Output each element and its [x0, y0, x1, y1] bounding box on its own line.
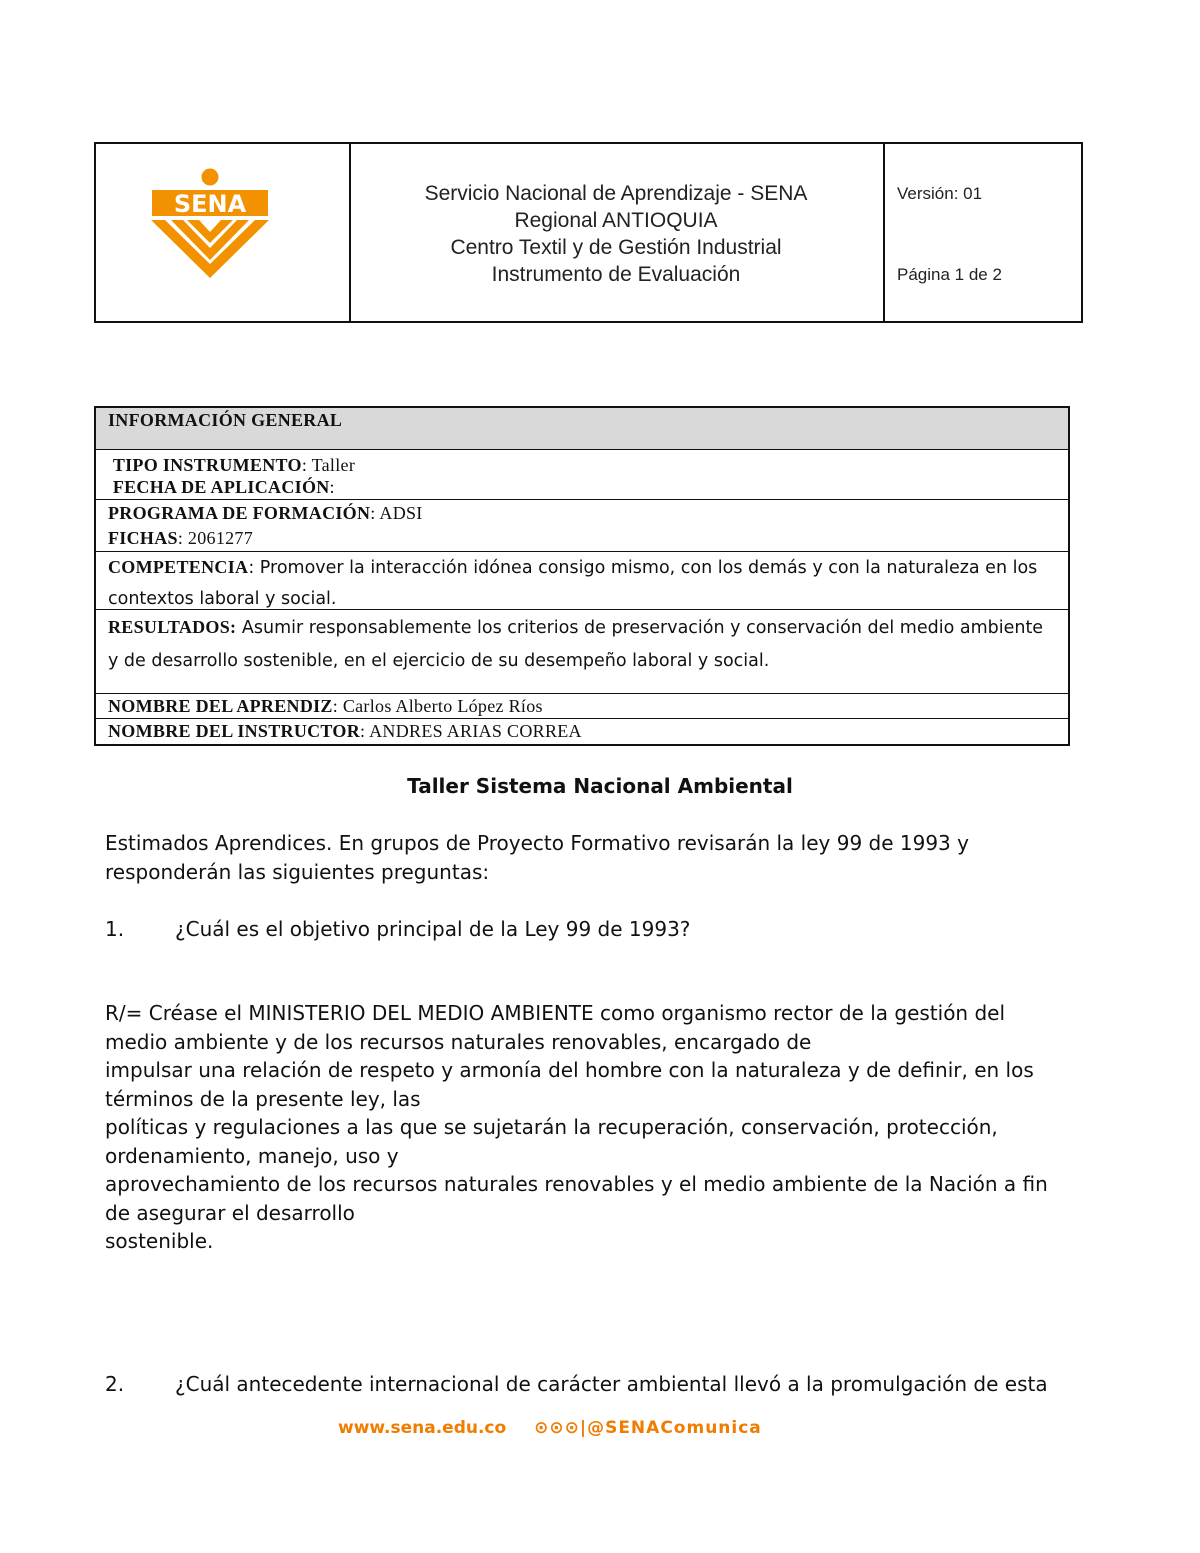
competencia-label: COMPETENCIA — [108, 557, 249, 577]
answer-1 — [105, 999, 1048, 1256]
answer-line: aprovechamiento de los recursos naturales renovables y el medio ambiente de la Nación a fin — [105, 1172, 1048, 1196]
resultados-label: RESULTADOS: — [108, 617, 237, 637]
instructor-label: NOMBRE DEL INSTRUCTOR — [108, 721, 361, 741]
intro-paragraph — [105, 829, 969, 886]
instrument-row — [96, 450, 1068, 500]
version-label: Versión: 01 — [897, 184, 983, 203]
info-heading: INFORMACIÓN GENERAL — [96, 408, 1068, 450]
institution-title — [349, 144, 885, 321]
website-link[interactable]: www.sena.edu.co — [338, 1418, 507, 1438]
resultados-value: Asumir responsablemente los criterios de preservación y conservación del medio ambiente y de desarrollo sostenible, en el ejercicio de su desempeño laboral y social. — [108, 618, 1044, 671]
programa-value: : ADSI — [370, 503, 423, 523]
aprendiz-row — [96, 694, 1068, 719]
question-1 — [105, 915, 690, 944]
svg-text:SENA: SENA — [173, 190, 247, 218]
fecha-label: FECHA DE APLICACIÓN — [112, 477, 330, 497]
logo-cell — [96, 144, 351, 321]
title-line: Servicio Nacional de Aprendizaje - SENA — [424, 182, 808, 205]
question-number: 2. — [105, 1372, 125, 1396]
page-footer — [338, 1418, 762, 1438]
aprendiz-label: NOMBRE DEL APRENDIZ — [108, 696, 333, 716]
answer-line: impulsar una relación de respeto y armonía del hombre con la naturaleza y de definir, en los — [105, 1058, 1034, 1082]
question-text: ¿Cuál es el objetivo principal de la Ley 99 de 1993? — [175, 917, 691, 941]
answer-line: medio ambiente y de los recursos naturales renovables, encargado de — [105, 1029, 812, 1054]
resultados-row — [96, 610, 1068, 694]
answer-line: términos de la presente ley, las — [105, 1086, 421, 1111]
youtube-icon[interactable]: ⊙ — [549, 1418, 565, 1438]
facebook-icon[interactable]: ⊙ — [564, 1418, 580, 1438]
competencia-value: : Promover la interacción idónea consigo mismo, con los demás y con la naturaleza en los contextos laboral y social. — [108, 558, 1038, 609]
question-2 — [105, 1370, 1048, 1399]
fichas-value: : 2061277 — [177, 528, 254, 548]
document-title: Taller Sistema Nacional Ambiental — [407, 774, 793, 798]
instructor-value: : ANDRES ARIAS CORREA — [360, 721, 582, 741]
aprendiz-value: : Carlos Alberto López Ríos — [332, 696, 543, 716]
twitter-icon[interactable]: ⊙ — [534, 1418, 550, 1438]
question-text: ¿Cuál antecedente internacional de carácter ambiental llevó a la promulgación de esta — [175, 1372, 1048, 1396]
social-handle[interactable]: @SENAComunica — [587, 1418, 762, 1438]
intro-line: responderán las siguientes preguntas: — [105, 859, 490, 884]
tipo-label: TIPO INSTRUMENTO — [112, 455, 302, 475]
sena-logo — [151, 168, 269, 278]
fichas-label: FICHAS — [108, 528, 178, 548]
page-label: Página 1 de 2 — [897, 265, 1002, 284]
general-info-table — [94, 406, 1070, 746]
instructor-row — [96, 719, 1068, 744]
program-row — [96, 500, 1068, 552]
document-meta — [885, 144, 1081, 321]
intro-line: Estimados Aprendices. En grupos de Proyecto Formativo revisarán la ley 99 de 1993 y — [105, 831, 969, 855]
title-line: Regional ANTIOQUIA — [514, 209, 718, 232]
document-header — [94, 142, 1083, 323]
answer-line: políticas y regulaciones a las que se sujetarán la recuperación, conservación, protección, — [105, 1115, 998, 1139]
answer-line: ordenamiento, manejo, uso y — [105, 1143, 399, 1168]
answer-line: de asegurar el desarrollo — [105, 1200, 355, 1225]
tipo-value: : Taller — [301, 455, 356, 475]
competencia-row — [96, 552, 1068, 610]
fecha-value: : — [329, 477, 335, 497]
answer-line: R/= Créase el MINISTERIO DEL MEDIO AMBIENTE como organismo rector de la gestión del — [105, 1001, 1006, 1025]
social-icons: ⊙⊙⊙|@SENAComunica — [534, 1418, 762, 1438]
title-line: Instrumento de Evaluación — [491, 263, 741, 286]
title-line: Centro Textil y de Gestión Industrial — [450, 236, 782, 259]
programa-label: PROGRAMA DE FORMACIÓN — [108, 503, 371, 523]
answer-line: sostenible. — [105, 1229, 214, 1253]
question-number: 1. — [105, 917, 125, 941]
